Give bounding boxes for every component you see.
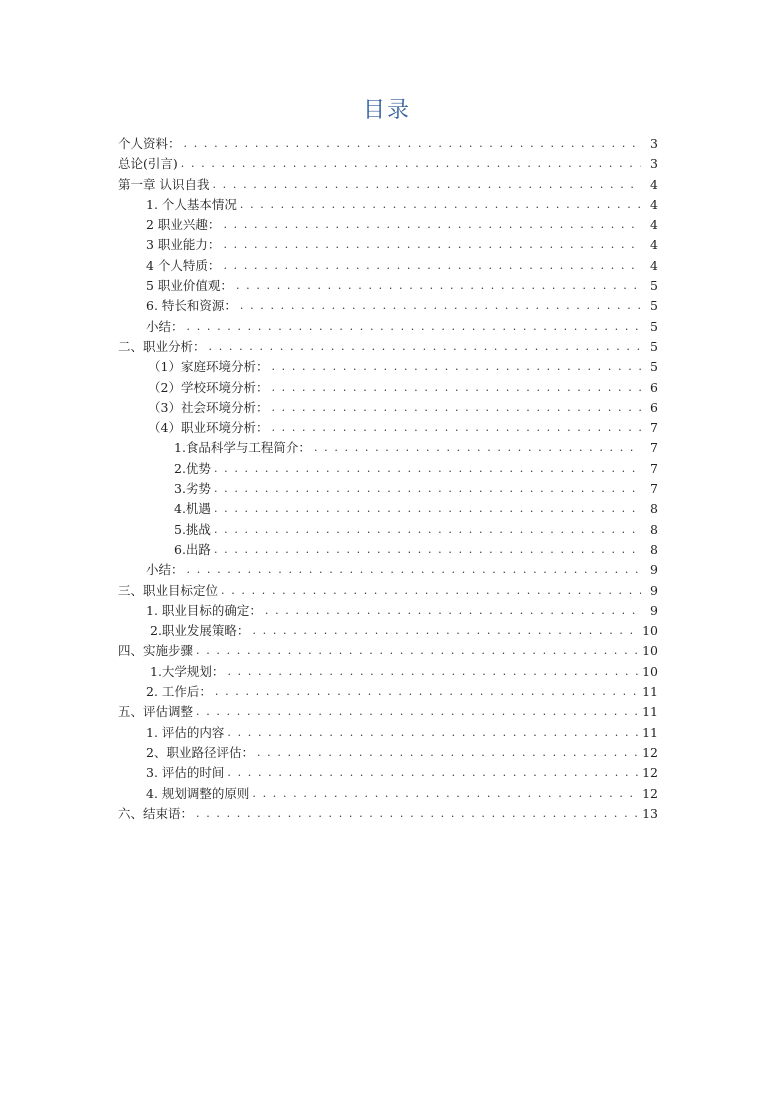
toc-entry-text: 1. 职业目标的确定： xyxy=(146,602,262,618)
toc-entry-text: 个人资料： xyxy=(118,136,181,151)
toc-entry-text: 6. 特长和资源： xyxy=(146,298,237,314)
toc-entry[interactable] xyxy=(118,621,658,641)
toc-leader-dots xyxy=(271,378,641,398)
toc-entry-text: 2.优势 xyxy=(174,460,211,476)
toc-entry[interactable] xyxy=(118,459,658,479)
toc-leader-dots xyxy=(209,337,641,357)
toc-page-number: 5 xyxy=(650,359,658,375)
toc-leader-dots xyxy=(236,276,641,296)
toc-page-number: 9 xyxy=(650,582,658,598)
toc-entry[interactable] xyxy=(118,560,658,580)
toc-leader-dots xyxy=(214,540,641,560)
toc-entry[interactable] xyxy=(118,763,658,783)
toc-page-number: 7 xyxy=(650,440,658,456)
toc-entry[interactable] xyxy=(118,784,658,804)
toc-page-number: 12 xyxy=(642,744,658,760)
toc-leader-dots xyxy=(257,743,639,763)
toc-entry-text: 六、结束语： xyxy=(118,805,194,821)
toc-entry-text: （4）职业环境分析： xyxy=(148,420,269,436)
toc-leader-dots xyxy=(240,296,641,316)
toc-entry[interactable] xyxy=(118,499,658,519)
toc-page-number: 3 xyxy=(650,156,658,172)
toc-leader-dots xyxy=(214,459,641,479)
toc-leader-dots xyxy=(214,479,641,499)
toc-entry-text: 4 个人特质： xyxy=(146,257,221,273)
toc-page-number: 11 xyxy=(642,704,658,720)
toc-page-number: 5 xyxy=(650,318,658,334)
toc-leader-dots xyxy=(271,418,641,438)
toc-page-number: 7 xyxy=(650,420,658,436)
toc-entry-text: 5.挑战 xyxy=(174,521,211,537)
toc-entry[interactable] xyxy=(118,804,658,824)
toc-entry-text: 4.机遇 xyxy=(174,501,211,517)
toc-entry-text: 五、评估调整 xyxy=(118,704,194,720)
toc-entry-text: 第一章 认识自我 xyxy=(118,176,210,192)
toc-page-number: 8 xyxy=(650,541,658,557)
table-of-contents xyxy=(118,134,658,824)
toc-entry-text: 四、实施步骤 xyxy=(118,643,194,659)
toc-page-number: 4 xyxy=(650,217,658,233)
toc-leader-dots xyxy=(265,601,641,621)
toc-page-number: 7 xyxy=(650,481,658,497)
toc-leader-dots xyxy=(187,317,641,337)
toc-leader-dots xyxy=(252,621,639,641)
toc-page-number: 4 xyxy=(650,196,658,212)
toc-page-number: 10 xyxy=(642,623,658,639)
toc-entry[interactable] xyxy=(118,235,658,255)
toc-entry-text: 5 职业价值观： xyxy=(146,278,233,294)
toc-entry[interactable] xyxy=(118,256,658,276)
toc-page-number: 8 xyxy=(650,501,658,517)
toc-entry-text: 2.职业发展策略： xyxy=(150,623,250,639)
toc-entry[interactable] xyxy=(118,378,658,398)
toc-entry[interactable] xyxy=(118,581,658,601)
toc-leader-dots xyxy=(212,175,641,195)
toc-leader-dots xyxy=(196,702,639,722)
toc-page-number: 12 xyxy=(642,765,658,781)
toc-entry[interactable] xyxy=(118,743,658,763)
toc-page-number: 7 xyxy=(650,460,658,476)
toc-page-number: 12 xyxy=(642,785,658,801)
toc-leader-dots xyxy=(271,357,641,377)
toc-entry-text: 1. 个人基本情况 xyxy=(146,196,237,212)
toc-entry[interactable] xyxy=(118,723,658,743)
toc-entry-text: 总论(引言) xyxy=(118,156,178,172)
toc-leader-dots xyxy=(187,560,641,580)
toc-leader-dots xyxy=(221,581,641,601)
toc-leader-dots xyxy=(196,641,639,661)
toc-page-number: 13 xyxy=(642,805,658,821)
toc-leader-dots xyxy=(215,682,639,702)
toc-entry[interactable] xyxy=(118,154,658,174)
toc-entry[interactable] xyxy=(118,662,658,682)
toc-page-number: 6 xyxy=(650,379,658,395)
toc-page-number: 11 xyxy=(642,724,658,740)
toc-entry[interactable] xyxy=(118,438,658,458)
toc-entry-text: 2 职业兴趣： xyxy=(146,217,221,233)
toc-entry-text: 4. 规划调整的原则 xyxy=(146,785,250,801)
toc-title: 目录 xyxy=(362,98,411,123)
toc-page-number: 3 xyxy=(650,136,658,151)
toc-leader-dots xyxy=(252,784,639,804)
toc-entry-text: 3. 评估的时间 xyxy=(146,765,225,781)
toc-entry[interactable] xyxy=(118,195,658,215)
toc-leader-dots xyxy=(184,134,641,154)
toc-entry[interactable] xyxy=(118,398,658,418)
toc-page-number: 10 xyxy=(642,663,658,679)
toc-entry-text: 小结： xyxy=(146,318,184,334)
toc-leader-dots xyxy=(227,763,639,783)
toc-entry[interactable] xyxy=(118,601,658,621)
toc-entry-text: 小结： xyxy=(146,562,184,578)
toc-page-number: 5 xyxy=(650,298,658,314)
toc-entry-text: 3.劣势 xyxy=(174,481,211,497)
toc-leader-dots xyxy=(227,662,639,682)
toc-entry[interactable] xyxy=(118,641,658,661)
toc-leader-dots xyxy=(214,499,641,519)
toc-entry-text: （2）学校环境分析： xyxy=(148,379,269,395)
toc-leader-dots xyxy=(271,398,641,418)
toc-entry-text: 三、职业目标定位 xyxy=(118,582,219,598)
toc-entry[interactable] xyxy=(118,215,658,235)
toc-page-number: 9 xyxy=(650,602,658,618)
toc-leader-dots xyxy=(181,154,641,174)
toc-leader-dots xyxy=(227,723,639,743)
toc-entry[interactable] xyxy=(118,540,658,560)
toc-leader-dots xyxy=(196,804,639,824)
toc-entry[interactable] xyxy=(118,357,658,377)
toc-entry[interactable] xyxy=(118,296,658,316)
toc-page-number: 5 xyxy=(650,278,658,294)
toc-page-number: 8 xyxy=(650,521,658,537)
toc-leader-dots xyxy=(223,215,641,235)
toc-entry-text: 2、职业路径评估： xyxy=(146,744,254,760)
toc-entry[interactable] xyxy=(118,276,658,296)
toc-entry[interactable] xyxy=(118,418,658,438)
toc-page-number: 6 xyxy=(650,399,658,415)
toc-leader-dots xyxy=(314,438,641,458)
toc-entry[interactable] xyxy=(118,175,658,195)
toc-entry-text: 1.食品科学与工程简介： xyxy=(174,440,311,456)
toc-entry[interactable] xyxy=(118,134,658,154)
toc-page-number: 9 xyxy=(650,562,658,578)
toc-entry[interactable] xyxy=(118,702,658,722)
toc-entry-text: 3 职业能力： xyxy=(146,237,221,253)
toc-entry-text: 6.出路 xyxy=(174,541,211,557)
toc-entry[interactable] xyxy=(118,682,658,702)
toc-entry[interactable] xyxy=(118,520,658,540)
toc-entry[interactable] xyxy=(118,317,658,337)
toc-page-number: 10 xyxy=(642,643,658,659)
toc-leader-dots xyxy=(223,235,641,255)
toc-entry-text: 二、职业分析： xyxy=(118,338,206,354)
toc-entry[interactable] xyxy=(118,479,658,499)
toc-leader-dots xyxy=(214,520,641,540)
toc-entry-text: （3）社会环境分析： xyxy=(148,399,269,415)
toc-leader-dots xyxy=(240,195,641,215)
toc-page-number: 5 xyxy=(650,338,658,354)
toc-entry-text: 2. 工作后： xyxy=(146,684,212,700)
toc-page-number: 4 xyxy=(650,257,658,273)
toc-page-number: 4 xyxy=(650,176,658,192)
toc-leader-dots xyxy=(223,256,641,276)
toc-entry[interactable] xyxy=(118,337,658,357)
toc-page-number: 11 xyxy=(642,684,658,700)
toc-entry-text: 1.大学规划： xyxy=(150,663,225,679)
toc-page-number: 4 xyxy=(650,237,658,253)
toc-entry-text: 1. 评估的内容 xyxy=(146,724,225,740)
toc-entry-text: （1）家庭环境分析： xyxy=(148,359,269,375)
